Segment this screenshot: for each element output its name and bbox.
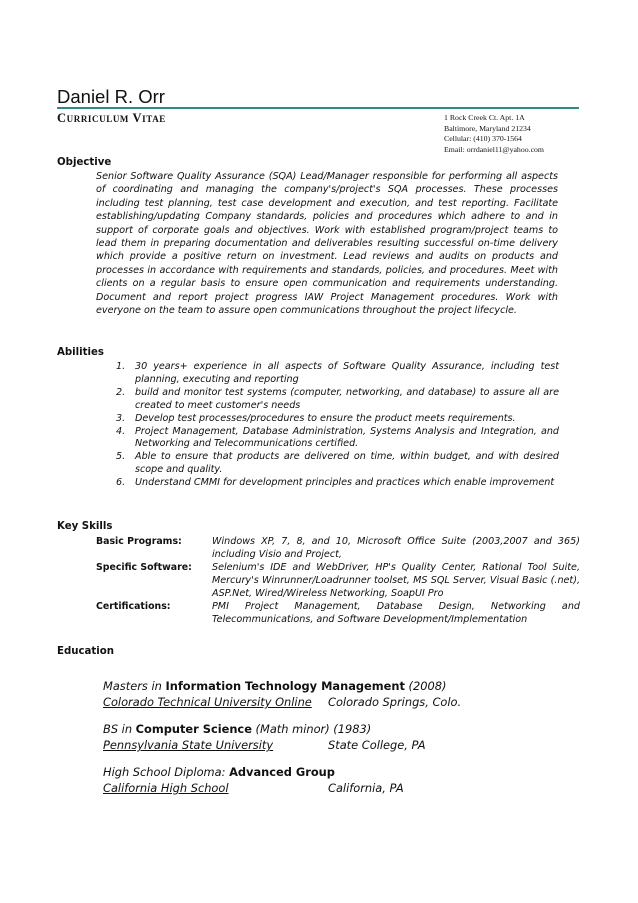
abilities-list [110,361,559,490]
school-location: State College, PA [328,738,426,752]
degree-field: Computer Science [135,722,252,736]
email-address: Email: orrdaniel11@yahoo.com [444,144,544,154]
list-item-text: 30 years+ experience in all aspects of Software Quality Assurance, including test planning, executing and reporting [135,361,559,385]
phone-number: Cellular: (410) 370-1564 [444,134,522,143]
school-name: Colorado Technical University Online [103,695,312,709]
contact-block [444,113,544,155]
candidate-name: Daniel R. Orr [57,86,165,107]
list-item-number: 2. [116,386,126,398]
list-item [110,426,559,452]
list-item-text: Able to ensure that products are delivered on time, within budget, and with desired scope and quality. [135,451,559,476]
list-item [110,387,559,413]
school-line [103,737,426,753]
list-item-number: 6. [116,477,126,489]
skill-label: Specific Software: [96,562,192,573]
list-item-number: 1. [116,361,126,372]
list-item-number: 5. [116,451,126,463]
skill-value: Selenium's IDE and WebDriver, HP's Quality Center, Rational Tool Suite, Mercury's Winrunner/Loadrunner toolset, MS SQL Server, Visual Basic (.net), ASP.Net, Wired/Wireless Networking, SoapUI Pro [212,562,580,599]
degree-prefix: High School Diploma: [103,765,230,779]
address-line-2: Baltimore, Maryland 21234 [444,123,531,133]
header-rule [57,107,579,109]
skill-row [96,600,580,626]
degree-line [103,764,404,780]
skill-value: Windows XP, 7, 8, and 10, Microsoft Office Suite (2003,2007 and 365) including Visio and Project, [212,536,580,560]
address-line-1: 1 Rock Creek Ct. Apt. 1A [444,113,525,122]
degree-suffix: (2008) [404,679,447,693]
list-item [110,413,559,426]
degree-line [103,678,461,694]
list-item [110,451,559,477]
degree-field: Information Technology Management [165,679,405,693]
list-item-number: 4. [116,425,126,437]
education-entry [103,721,426,753]
objective-text: Senior Software Quality Assurance (SQA) Lead/Manager responsible for performing all aspects of coordinating and managing the company's/project's SQA processes. These processes including test planning, test case development and execution, and test reporting. Facilitate establishing/updating Company standards, policies and procedures which adhere to and in support of corporate goals and objectives. Work with established program/project teams to lead them in preparing documentation and deliverables resulting successful on-time delivery which provide a positive return on investment. Lead reviews and audits on products and processes in accordance with requirements and standards, policies, and procedures. Meet with clients on a regular basis to ensure open communication and requirements understanding. Document and report project progress IAW Project Management procedures. Work with everyone on the team to assure open communications throughout the project lifecycle. [96,171,558,317]
degree-prefix: Masters in [103,679,166,693]
list-item-text: build and monitor test systems (computer, networking, and database) to assure all are created to meet customer's needs [135,386,559,411]
list-item-text: Understand CMMI for development principles and practices which enable improvement [135,477,555,489]
list-item [110,361,559,387]
skill-row [96,561,580,600]
document-title: Curriculum Vitae [57,111,166,125]
skill-value: PMI Project Management, Database Design, Networking and Telecommunications, and Software Development/Implementation [212,601,580,625]
school-name: Pennsylvania State University [103,738,274,752]
school-location: California, PA [328,781,404,795]
list-item-text: Develop test processes/procedures to ensure the product meets requirements. [135,412,516,424]
abilities-heading: Abilities [57,347,104,358]
education-entry [103,678,461,710]
skill-label: Certifications: [96,601,171,612]
education-entry [103,764,404,796]
skill-label: Basic Programs: [96,536,182,547]
degree-line [103,721,426,737]
education-heading: Education [57,646,115,657]
key-skills-heading: Key Skills [57,521,113,532]
key-skills-table [96,535,580,626]
degree-suffix: (Math minor) (1983) [251,722,372,736]
school-location: Colorado Springs, Colo. [328,695,462,709]
school-line [103,694,461,710]
school-line [103,780,404,796]
degree-field: Advanced Group [229,765,335,779]
skill-row [96,535,580,561]
list-item-text: Project Management, Database Administration, Systems Analysis and Integration, and Networking and Telecommunications certified. [135,425,559,450]
school-name: California High School [103,781,229,795]
list-item-number: 3. [116,412,126,424]
degree-prefix: BS in [103,722,136,736]
objective-heading: Objective [57,157,112,168]
list-item [110,477,559,490]
